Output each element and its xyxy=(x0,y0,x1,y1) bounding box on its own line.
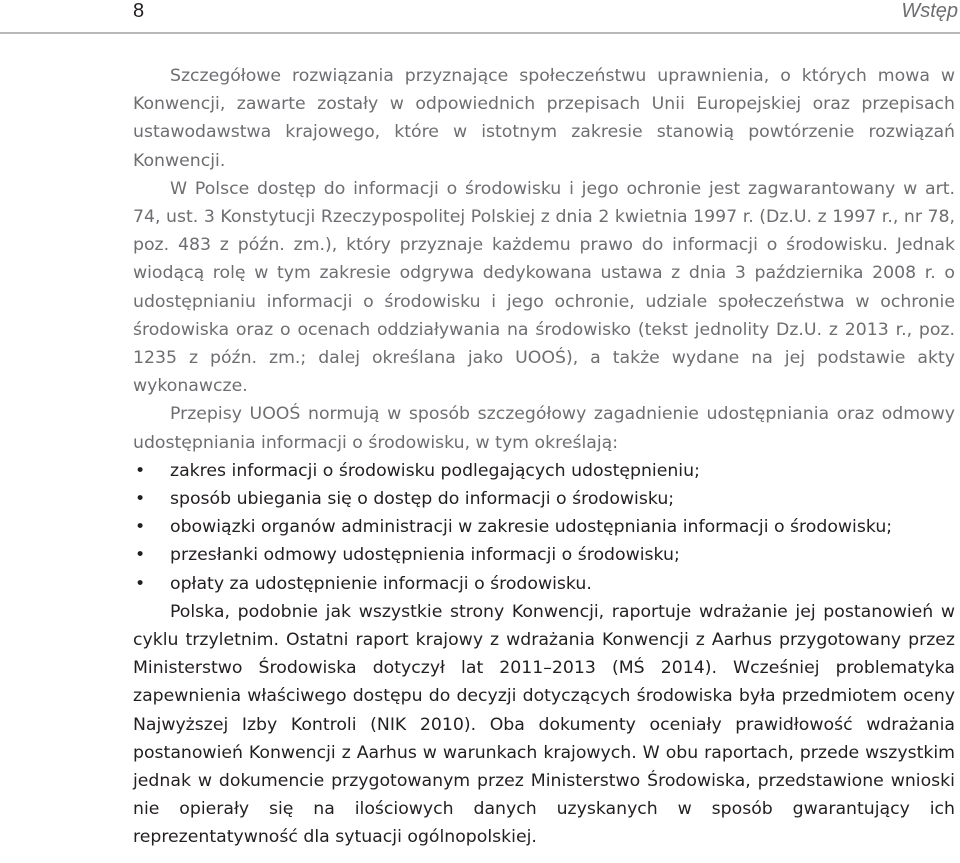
list-item-text: zakres informacji o środowisku podlegających udostępnieniu; xyxy=(170,460,700,481)
bullet-list xyxy=(133,457,955,598)
paragraph-3: Przepisy UOOŚ normują w sposób szczegółowy zagadnienie udostępniania oraz odmowy udostępniania informacji o środowisku, w tym określają: xyxy=(133,404,955,453)
list-item xyxy=(133,485,955,513)
bullet-icon: • xyxy=(135,460,146,481)
list-item-text: opłaty za udostępnienie informacji o środowisku. xyxy=(170,573,592,594)
body-text xyxy=(133,62,955,852)
list-item xyxy=(133,513,955,541)
bullet-icon: • xyxy=(135,545,146,566)
list-item-text: przesłanki odmowy udostępnienia informacji o środowisku; xyxy=(170,545,680,566)
list-item-text: obowiązki organów administracji w zakresie udostępniania informacji o środowisku; xyxy=(170,517,893,538)
bullet-icon: • xyxy=(135,517,146,538)
paragraph-1: Szczegółowe rozwiązania przyznające społeczeństwu uprawnienia, o których mowa w Konwencji, zawarte zostały w odpowiednich przepisach Unii Europejskiej oraz przepisach ustawodawstwa krajowego, które w istotnym zakresie stanowią powtórzenie rozwiązań Konwencji. xyxy=(133,66,955,171)
bullet-icon: • xyxy=(135,573,146,594)
paragraph-4: Polska, podobnie jak wszystkie strony Konwencji, raportuje wdrażanie jej postanowień w cyklu trzyletnim. Ostatni raport krajowy z wdrażania Konwencji z Aarhus przygotowany przez Ministerstwo Środowiska dotyczył lat 2011–2013 (MŚ 2014). Wcześniej problematyka zapewnienia właściwego dostępu do decyzji dotyczących środowiska była przedmiotem oceny Najwyższej Izby Kontroli (NIK 2010). Oba dokumenty oceniały prawidłowość wdrażania postanowień Konwencji z Aarhus w warunkach krajowych. W obu raportach, przede wszystkim jednak w dokumencie przygotowanym przez Ministerstwo Środowiska, przedstawione wnioski nie opierały się na ilościowych danych uzyskanych w sposób gwarantujący ich reprezentatywność dla sytuacji ogólnopolskiej. xyxy=(133,601,955,848)
page-header xyxy=(0,0,960,34)
list-item xyxy=(133,570,955,598)
list-item xyxy=(133,541,955,569)
list-item xyxy=(133,457,955,485)
page-number: 8 xyxy=(133,0,145,22)
bullet-icon: • xyxy=(135,489,146,510)
list-item-text: sposób ubiegania się o dostęp do informacji o środowisku; xyxy=(170,489,675,510)
paragraph-2: W Polsce dostęp do informacji o środowisku i jego ochronie jest zagwarantowany w art. 74, ust. 3 Konstytucji Rzeczypospolitej Polskiej z dnia 2 kwietnia 1997 r. (Dz.U. z 1997 r., nr 78, poz. 483 z późn. zm.), który przyznaje każdemu prawo do informacji o środowisku. Jednak wiodącą rolę w tym zakresie odgrywa dedykowana ustawa z dnia 3 października 2008 r. o udostępnianiu informacji o środowisku i jego ochronie, udziale społeczeństwa w ochronie środowiska oraz o ocenach oddziaływania na środowisko (tekst jednolity Dz.U. z 2013 r., poz. 1235 z późn. zm.; dalej określana jako UOOŚ), a także wydane na jej podstawie akty wykonawcze. xyxy=(133,178,955,397)
running-head: Wstęp xyxy=(901,0,958,22)
